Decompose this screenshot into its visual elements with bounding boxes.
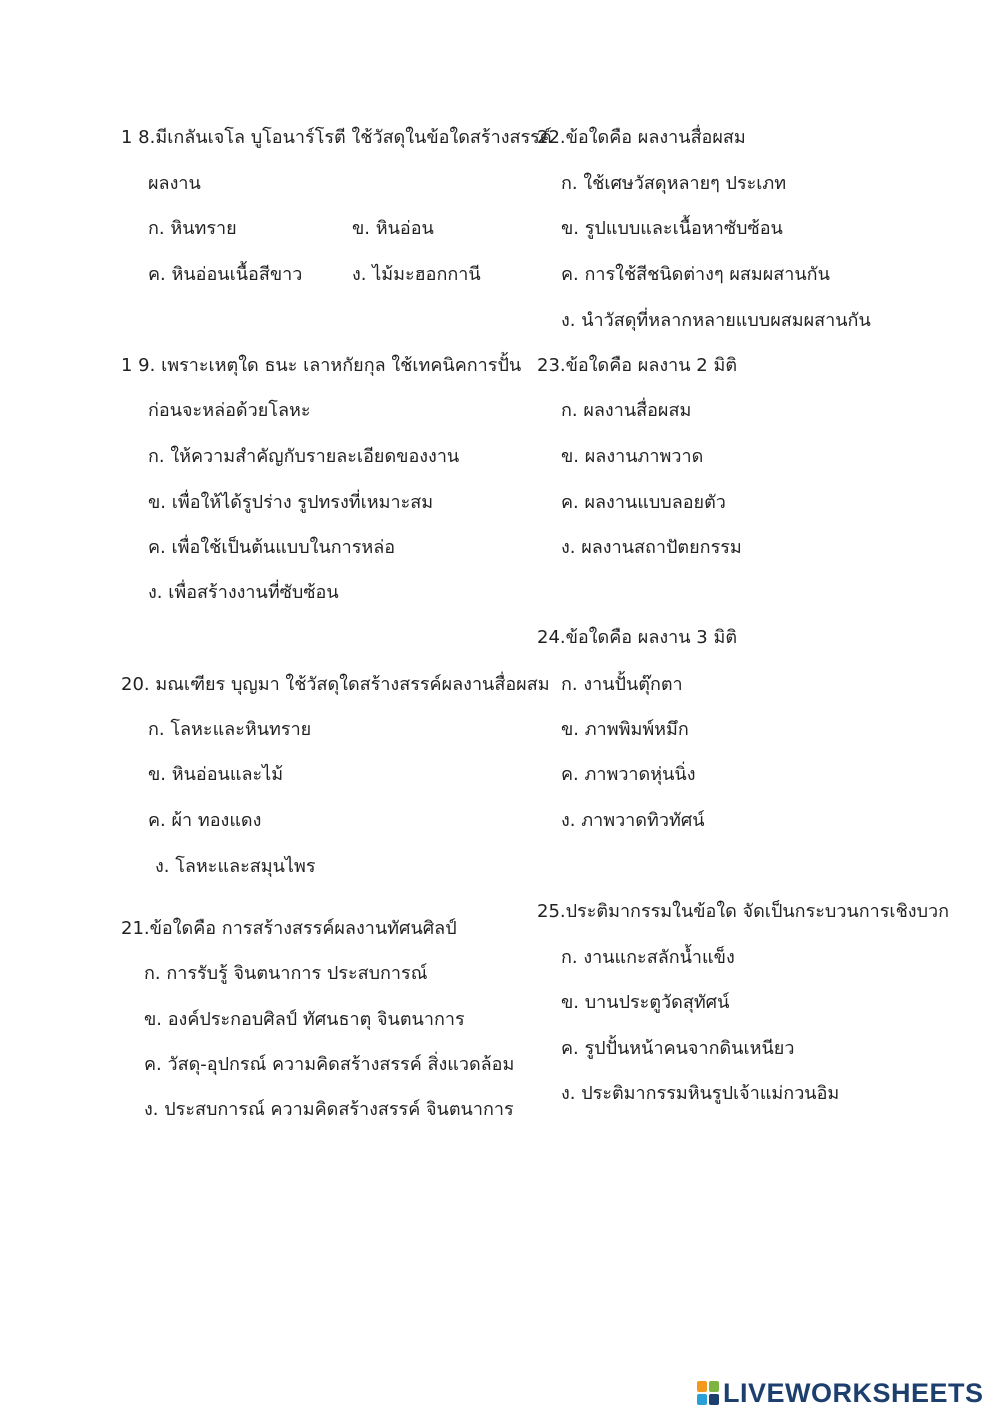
question-25-stem: 25.ประติมากรรมในข้อใด จัดเป็นกระบวนการเชิงบวก <box>537 901 950 922</box>
q25-option-b: ข. บานประตูวัดสุทัศน์ <box>561 992 730 1013</box>
q18-option-d: ง. ไม้มะฮอกกานี <box>352 264 481 285</box>
q23-option-d: ง. ผลงานสถาปัตยกรรม <box>561 537 742 558</box>
q25-option-d: ง. ประติมากรรมหินรูปเจ้าแม่กวนอิม <box>561 1083 840 1104</box>
q18-option-a: ก. หินทราย <box>148 218 237 239</box>
q23-option-b: ข. ผลงานภาพวาด <box>561 446 704 467</box>
question-18-stem: 1 8.มีเกลันเจโล บูโอนาร์โรตี ใช้วัสดุในข้อใดสร้างสรรค์ <box>121 127 552 148</box>
liveworksheets-logo[interactable] <box>697 1377 984 1409</box>
question-18-stem-cont: ผลงาน <box>148 173 201 194</box>
q25-option-c: ค. รูปปั้นหน้าคนจากดินเหนียว <box>561 1038 795 1059</box>
q24-option-b: ข. ภาพพิมพ์หมึก <box>561 719 689 740</box>
q19-option-a: ก. ให้ความสำคัญกับรายละเอียดของงาน <box>148 446 460 467</box>
q21-option-d: ง. ประสบการณ์ ความคิดสร้างสรรค์ จินตนาการ <box>144 1099 514 1120</box>
q21-option-b: ข. องค์ประกอบศิลป์ ทัศนธาตุ จินตนาการ <box>144 1009 465 1030</box>
q22-option-a: ก. ใช้เศษวัสดุหลายๆ ประเภท <box>561 173 787 194</box>
q20-option-a: ก. โลหะและหินทราย <box>148 719 312 740</box>
q21-option-c: ค. วัสดุ-อุปกรณ์ ความคิดสร้างสรรค์ สิ่งแวดล้อม <box>144 1054 515 1075</box>
q25-option-a: ก. งานแกะสลักน้ำแข็ง <box>561 947 735 968</box>
q24-option-a: ก. งานปั้นตุ๊กตา <box>561 674 683 695</box>
q24-option-c: ค. ภาพวาดหุ่นนิ่ง <box>561 764 696 785</box>
question-20-stem: 20. มณเฑียร บุญมา ใช้วัสดุใดสร้างสรรค์ผลงานสื่อผสม <box>121 674 550 695</box>
q24-option-d: ง. ภาพวาดทิวทัศน์ <box>561 810 705 831</box>
q22-option-d: ง. นำวัสดุที่หลากหลายแบบผสมผสานกัน <box>561 310 871 331</box>
liveworksheets-logo-icon <box>697 1381 719 1405</box>
q21-option-a: ก. การรับรู้ จินตนาการ ประสบการณ์ <box>144 963 428 984</box>
question-24-stem: 24.ข้อใดคือ ผลงาน 3 มิติ <box>537 627 738 648</box>
q19-option-b: ข. เพื่อให้ได้รูปร่าง รูปทรงที่เหมาะสม <box>148 492 434 513</box>
q18-option-b: ข. หินอ่อน <box>352 218 434 239</box>
q22-option-b: ข. รูปแบบและเนื้อหาซับซ้อน <box>561 218 783 239</box>
q23-option-a: ก. ผลงานสื่อผสม <box>561 400 692 421</box>
q20-option-c: ค. ผ้า ทองแดง <box>148 810 262 831</box>
liveworksheets-logo-text: LIVEWORKSHEETS <box>723 1377 984 1408</box>
q18-option-c: ค. หินอ่อนเนื้อสีขาว <box>148 264 303 285</box>
question-22-stem: 22.ข้อใดคือ ผลงานสื่อผสม <box>537 127 746 148</box>
q22-option-c: ค. การใช้สีชนิดต่างๆ ผสมผสานกัน <box>561 264 830 285</box>
question-23-stem: 23.ข้อใดคือ ผลงาน 2 มิติ <box>537 355 738 376</box>
q19-option-c: ค. เพื่อใช้เป็นต้นแบบในการหล่อ <box>148 537 396 558</box>
question-19-stem-cont: ก่อนจะหล่อด้วยโลหะ <box>148 400 311 421</box>
q19-option-d: ง. เพื่อสร้างงานที่ซับซ้อน <box>148 582 339 603</box>
question-21-stem: 21.ข้อใดคือ การสร้างสรรค์ผลงานทัศนศิลป์ <box>121 918 457 939</box>
question-19-stem: 1 9. เพราะเหตุใด ธนะ เลาหกัยกุล ใช้เทคนิคการปั้น <box>121 355 522 376</box>
q20-option-b: ข. หินอ่อนและไม้ <box>148 764 284 785</box>
q20-option-d: ง. โลหะและสมุนไพร <box>155 856 316 877</box>
q23-option-c: ค. ผลงานแบบลอยตัว <box>561 492 726 513</box>
